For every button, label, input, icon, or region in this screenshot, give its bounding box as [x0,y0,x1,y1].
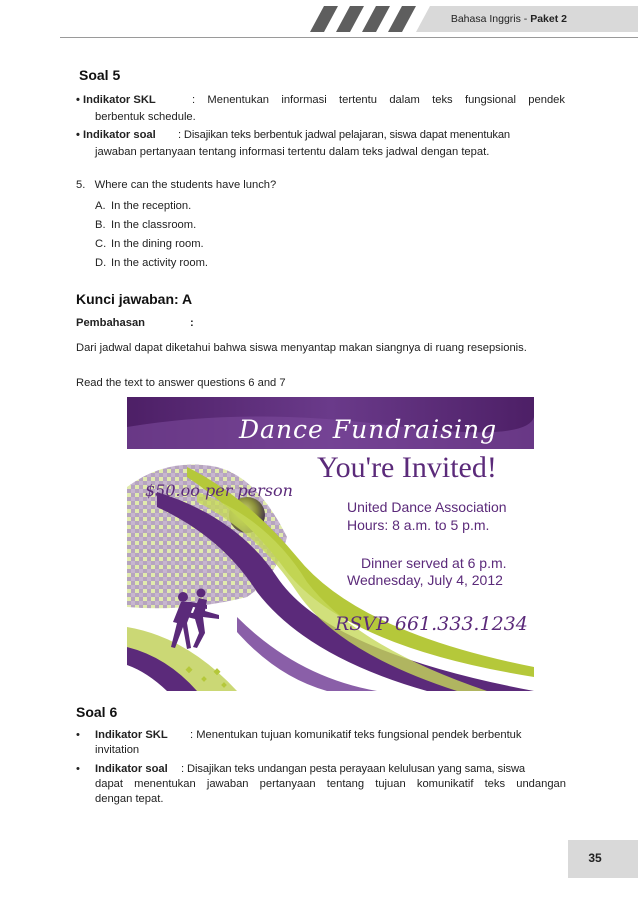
flyer-date: Wednesday, July 4, 2012 [347,572,503,588]
soal6-skl-line2: invitation [95,744,140,756]
pembahasan-label: Pembahasan [76,317,146,329]
option-a: A. In the reception. [95,200,192,212]
soal5-skl-line2: berbentuk schedule. [95,111,196,123]
soal6-title: Soal 6 [76,704,118,720]
flyer-rsvp: RSVP 661.333.1234 [335,613,528,635]
soal6-skl-label: Indikator SKL [95,729,168,741]
answer-key: Kunci jawaban: A [76,291,193,307]
soal5-indikator-soal-label: • Indikator soal [76,129,156,141]
soal5-question: 5. Where can the students have lunch? [76,179,277,191]
flyer-price: $50.oo per person [145,481,293,500]
soal5-skl-line1: : Menentukan informasi tertentu dalam teks fungsional pendek [192,94,565,106]
soal6-indikator-soal-line2: dapat menentukan jawaban pertanyaan tentang tujuan komunikatif teks undangan [95,778,566,790]
read-instruction: Read the text to answer questions 6 and 7 [76,377,286,389]
soal5-indikator-soal-line1: : Disajikan teks berbentuk jadwal pelajaran, siswa dapat menentukan [178,129,510,141]
flyer-org: United Dance Association [347,499,507,515]
header-title: Bahasa Inggris - Paket 2 [450,13,567,25]
soal6-skl-line1: : Menentukan tujuan komunikatif teks fungsional pendek berbentuk [190,729,522,741]
flyer-dinner: Dinner served at 6 p.m. [361,555,507,571]
flyer-headline: Dance Fundraising [239,415,498,444]
soal6-indikator-soal-label: Indikator soal [95,763,168,775]
soal5-indikator-soal-line2: jawaban pertanyaan tentang informasi tertentu dalam teks jadwal dengan tepat. [95,146,490,158]
soal6-indikator-soal-line3: dengan tepat. [95,793,164,805]
page-number: 35 [588,851,602,865]
flyer-hours: Hours: 8 a.m. to 5 p.m. [347,517,490,533]
flyer-invited: You're Invited! [317,451,497,484]
soal5-skl-label: • Indikator SKL [76,94,156,106]
soal6-bullet-2: • [76,763,80,775]
dance-invitation-flyer [127,397,534,691]
option-c: C. In the dining room. [95,238,204,250]
pembahasan-colon: : [190,317,194,329]
option-d: D. In the activity room. [95,257,208,269]
soal6-indikator-soal-line1: : Disajikan teks undangan pesta perayaan kelulusan yang sama, siswa [181,763,526,775]
soal6-bullet-1: • [76,729,80,741]
option-b: B. In the classroom. [95,219,197,231]
pembahasan-text: Dari jadwal dapat diketahui bahwa siswa menyantap makan siangnya di ruang resepsionis. [76,342,527,354]
header-divider [60,37,638,38]
soal5-title: Soal 5 [79,67,121,83]
